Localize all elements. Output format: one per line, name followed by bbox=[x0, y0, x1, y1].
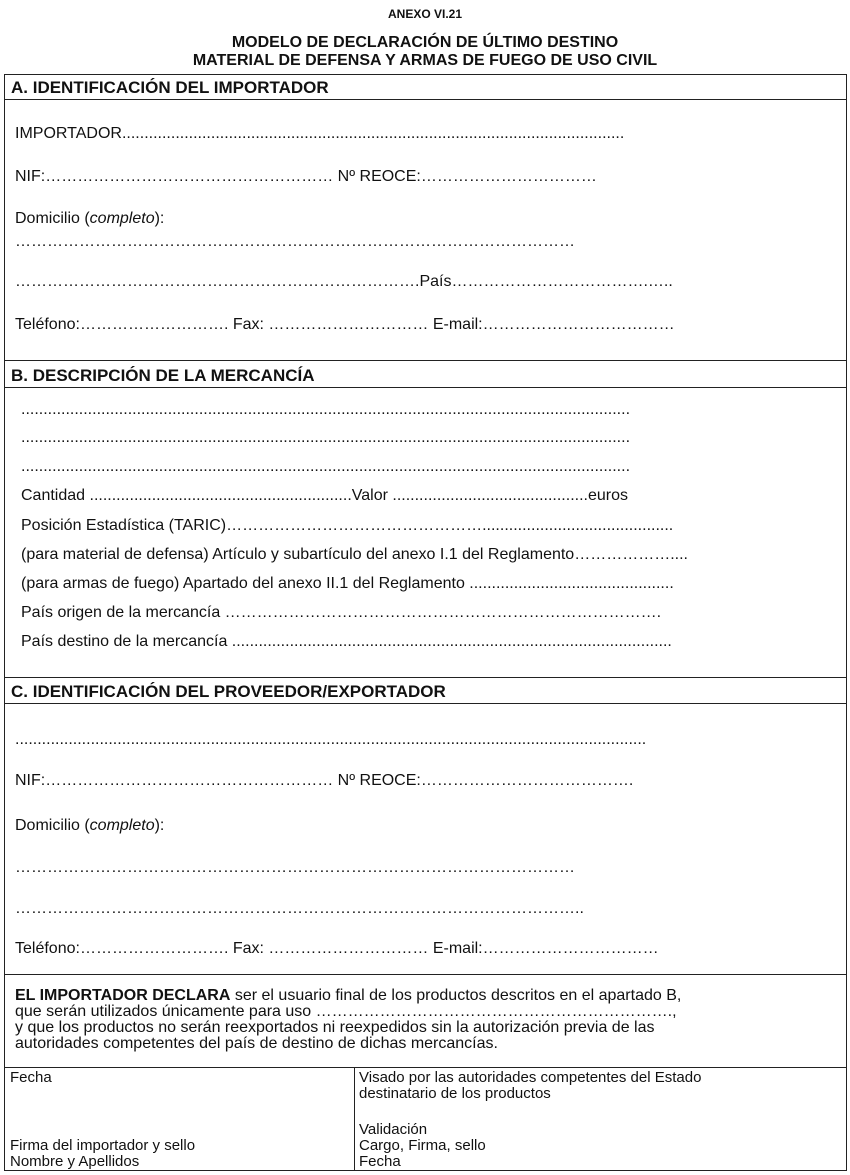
declaration-bold: EL IMPORTADOR DECLARA bbox=[15, 987, 231, 1004]
visado-line-2: destinatario de los productos bbox=[359, 1085, 551, 1102]
pais-destino-line[interactable]: País destino de la mercancía ................................................................................................... bbox=[21, 633, 672, 650]
description-line-2[interactable]: ......................................................................................................................................... bbox=[21, 429, 631, 446]
contact-line[interactable]: Teléfono:………………………. Fax: ………………………… E-mail:……………………………… bbox=[15, 316, 675, 333]
section-b-heading: B. DESCRIPCIÓN DE LA MERCANCÍA bbox=[5, 363, 846, 388]
c-domicilio-label-em: completo bbox=[89, 817, 155, 834]
domicilio-label-end: ): bbox=[154, 210, 165, 227]
title-line-1: MODELO DE DECLARACIÓN DE ÚLTIMO DESTINO bbox=[231, 34, 619, 51]
importador-field[interactable]: IMPORTADOR................................................................................................................. bbox=[15, 125, 625, 142]
pais-origen-line[interactable]: País origen de la mercancía ………………………………………………………………………. bbox=[21, 604, 662, 621]
c-domicilio-line-1[interactable]: …………………………………………………………………………………………… bbox=[15, 859, 575, 876]
divider bbox=[5, 1067, 846, 1068]
nombre-label: Nombre y Apellidos bbox=[10, 1153, 140, 1170]
c-nif-reoce-field[interactable]: NIF:……………………………………………… Nº REOCE:…………………………………. bbox=[15, 772, 634, 789]
defensa-line[interactable]: (para material de defensa) Artículo y subartículo del anexo I.1 del Reglamento……………….... bbox=[21, 546, 688, 563]
divider bbox=[5, 360, 846, 361]
domicilio-line-1[interactable]: …………………………………………………………………………………………… bbox=[15, 233, 575, 250]
c-domicilio-label bbox=[15, 817, 164, 835]
declaration-form bbox=[4, 74, 847, 1171]
validacion-label: Validación bbox=[359, 1121, 428, 1138]
declaration-line-2[interactable]: que serán utilizados únicamente para uso …………………………………………………………., bbox=[15, 1003, 677, 1020]
declaration-text bbox=[15, 988, 835, 1052]
description-line-3[interactable]: ......................................................................................................................................... bbox=[21, 458, 631, 475]
domicilio-label-em: completo bbox=[89, 210, 155, 227]
proveedor-line[interactable]: .............................................................................................................................................. bbox=[15, 731, 647, 748]
domicilio-pais-line[interactable]: ………………………………………………………………….País……………………………….….. bbox=[15, 273, 673, 290]
c-domicilio-label-text: Domicilio ( bbox=[15, 817, 90, 834]
section-c-heading: C. IDENTIFICACIÓN DEL PROVEEDOR/EXPORTADOR bbox=[5, 679, 846, 704]
taric-line[interactable]: Posición Estadística (TARIC)…………………………………………........................................... bbox=[21, 517, 674, 534]
description-line-1[interactable]: ......................................................................................................................................... bbox=[21, 401, 631, 418]
divider bbox=[5, 677, 846, 678]
domicilio-label-text: Domicilio ( bbox=[15, 210, 90, 227]
declaration-line-4: autoridades competentes del país de destino de dichas mercancías. bbox=[15, 1035, 498, 1052]
c-contact-line[interactable]: Teléfono:………………………. Fax: ………………………… E-mail:…………………………… bbox=[15, 940, 659, 957]
domicilio-label bbox=[15, 210, 164, 228]
firma-label: Firma del importador y sello bbox=[10, 1137, 196, 1154]
declaration-line-3: y que los productos no serán reexportados ni reexpedidos sin la autorización previa de las bbox=[15, 1019, 655, 1036]
annex-label: ANEXO VI.21 bbox=[387, 7, 463, 21]
c-domicilio-line-2[interactable]: …………………………………………………………………………………………….. bbox=[15, 900, 584, 917]
visado-line-1: Visado por las autoridades competentes del Estado bbox=[359, 1069, 702, 1086]
cargo-label: Cargo, Firma, sello bbox=[359, 1137, 486, 1154]
fecha-validacion-label: Fecha bbox=[359, 1153, 401, 1170]
title-line-2: MATERIAL DE DEFENSA Y ARMAS DE FUEGO DE USO CIVIL bbox=[192, 52, 658, 69]
c-domicilio-label-end: ): bbox=[154, 817, 165, 834]
divider bbox=[5, 974, 846, 975]
nif-reoce-field[interactable]: NIF:……………………………………………… Nº REOCE:…………………………… bbox=[15, 168, 597, 185]
cantidad-valor-line[interactable]: Cantidad ...........................................................Valor ............................................euros bbox=[21, 487, 628, 504]
footer-vertical-divider bbox=[354, 1067, 355, 1171]
armas-line[interactable]: (para armas de fuego) Apartado del anexo II.1 del Reglamento .............................................. bbox=[21, 575, 674, 592]
section-a-heading: A. IDENTIFICACIÓN DEL IMPORTADOR bbox=[5, 75, 846, 100]
declaration-text-1: ser el usuario final de los productos descritos en el apartado B, bbox=[230, 987, 682, 1004]
declaration-line-1 bbox=[15, 988, 835, 1004]
fecha-label: Fecha bbox=[10, 1069, 52, 1086]
page-title bbox=[0, 34, 850, 70]
